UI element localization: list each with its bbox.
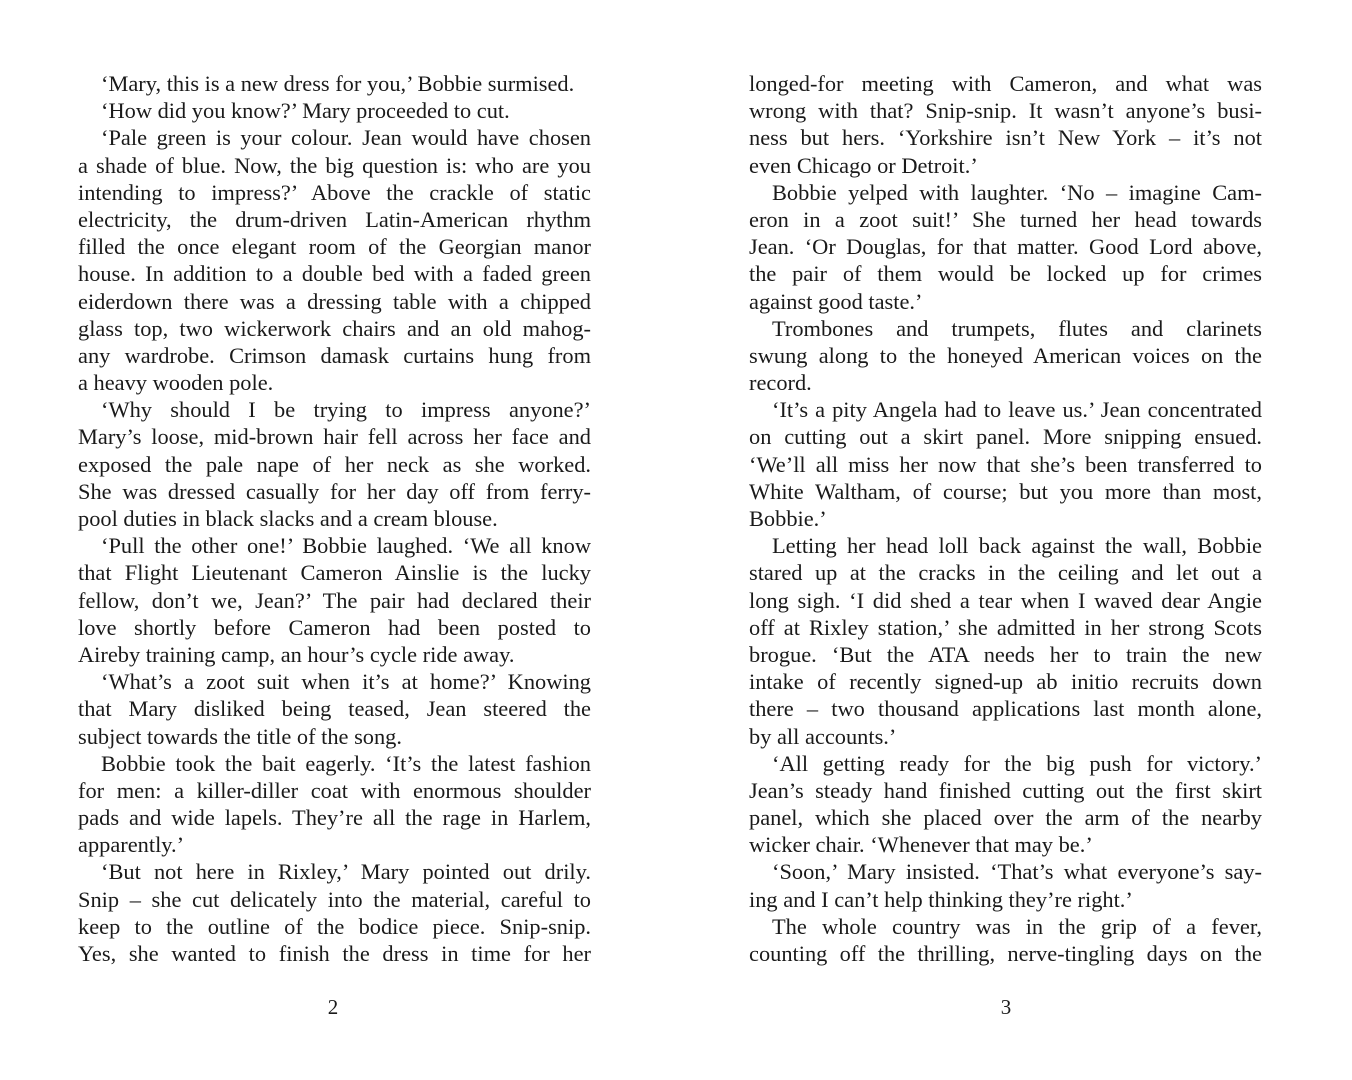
paragraph [78,668,591,750]
paragraph [78,396,591,532]
text-line: ness but hers. ‘Yorkshire isn’t New York – it’s not [749,125,1262,151]
paragraph [749,396,1262,532]
text-line: Trombones and trumpets, flutes and clarinets [772,315,1262,341]
text-line: the pair of them would be locked up for crimes [749,261,1262,287]
text-line: eiderdown there was a dressing table with a chipped [78,288,591,314]
text-line: by all accounts.’ [749,723,897,749]
paragraph [749,315,1262,397]
text-line: ‘How did you know?’ Mary proceeded to cut. [101,98,510,124]
text-line: glass top, two wickerwork chairs and an old mahog- [78,315,591,341]
paragraph [749,913,1262,967]
text-line: ‘But not here in Rixley,’ Mary pointed out drily. [101,859,591,885]
text-line: Jean’s steady hand finished cutting out the first skirt [749,777,1262,803]
paragraph [749,532,1262,750]
text-line: electricity, the drum-driven Latin-American rhythm [78,206,591,232]
text-line: apparently.’ [78,832,185,858]
paragraph [78,532,591,668]
text-line: intake of recently signed-up ab initio recruits down [749,669,1262,695]
text-line: Letting her head loll back against the wall, Bobbie [772,533,1262,559]
text-line: keep to the outline of the bodice piece. Snip-snip. [78,913,591,939]
text-line: long sigh. ‘I did shed a tear when I waved dear Angie [749,587,1262,613]
text-line: record. [749,370,812,396]
text-line: Jean. ‘Or Douglas, for that matter. Good Lord above, [749,234,1262,260]
text-line: ‘Soon,’ Mary insisted. ‘That’s what everyone’s say- [772,859,1262,885]
text-line: against good taste.’ [749,288,923,314]
text-line: Bobbie yelped with laughter. ‘No – imagine Cam- [772,179,1262,205]
text-line: intending to impress?’ Above the crackle of static [78,179,591,205]
text-line: Yes, she wanted to finish the dress in time for her [78,941,591,966]
text-line: subject towards the title of the song. [78,723,402,749]
paragraph [78,750,591,859]
text-line: The whole country was in the grip of a fever, [772,913,1262,939]
text-line: wrong with that? Snip-snip. It wasn’t anyone’s busi- [749,98,1262,124]
text-line: pool duties in black slacks and a cream blouse. [78,506,498,531]
text-line: ‘All getting ready for the big push for victory.’ [772,750,1262,776]
text-line: exposed the pale nape of her neck as she worked. [78,451,591,477]
text-line: pads and wide lapels. They’re all the rage in Harlem, [78,805,591,831]
paragraph [78,858,591,967]
text-line: there – two thousand applications last month alone, [749,696,1262,722]
paragraph [749,858,1262,912]
text-line: ‘Pull the other one!’ Bobbie laughed. ‘We all know [101,533,591,559]
text-line: ‘We’ll all miss her now that she’s been transferred to [749,451,1262,477]
text-line: ‘Mary, this is a new dress for you,’ Bobbie surmised. [101,71,575,96]
text-line: Mary’s loose, mid-brown hair fell across her face and [78,424,591,450]
text-line: brogue. ‘But the ATA needs her to train the new [749,641,1262,667]
page-number-left: 2 [327,995,339,1019]
text-line: She was dressed casually for her day off from ferry- [78,478,591,504]
text-line: Aireby training camp, an hour’s cycle ride away. [78,641,515,667]
left-page-text [78,70,591,967]
text-line: house. In addition to a double bed with a faded green [78,261,591,287]
text-line: ing and I can’t help thinking they’re right.’ [749,886,1133,912]
text-line: swung along to the honeyed American voices on the [749,342,1262,368]
paragraph [749,70,1262,179]
paragraph [78,70,591,97]
text-line: wicker chair. ‘Whenever that may be.’ [749,832,1093,858]
text-line: love shortly before Cameron had been posted to [78,614,591,640]
text-line: Bobbie took the bait eagerly. ‘It’s the latest fashion [101,750,591,776]
text-line: off at Rixley station,’ she admitted in her strong Scots [749,614,1262,640]
text-line: fellow, don’t we, Jean?’ The pair had declared their [78,587,591,613]
text-line: Bobbie.’ [749,506,827,531]
text-line: ‘Pale green is your colour. Jean would have chosen [101,125,591,151]
text-line: counting off the thrilling, nerve-tingling days on the [749,941,1262,966]
text-line: eron in a zoot suit!’ She turned her head towards [749,206,1262,232]
text-line: ‘It’s a pity Angela had to leave us.’ Jean concentrated [772,397,1262,423]
text-line: ‘What’s a zoot suit when it’s at home?’ Knowing [101,669,591,695]
text-line: any wardrobe. Crimson damask curtains hung from [78,342,591,368]
text-line: White Waltham, of course; but you more than most, [749,478,1262,504]
paragraph [749,179,1262,315]
text-line: ‘Why should I be trying to impress anyone?’ [101,397,591,423]
text-line: a shade of blue. Now, the big question is: who are you [78,152,591,178]
text-line: filled the once elegant room of the Georgian manor [78,234,591,260]
text-line: that Mary disliked being teased, Jean steered the [78,696,591,722]
text-line: panel, which she placed over the arm of the nearby [749,805,1262,831]
text-line: a heavy wooden pole. [78,370,274,396]
text-line: for men: a killer-diller coat with enormous shoulder [78,777,591,803]
right-page-text [749,70,1262,967]
paragraph [78,97,591,124]
page-number-right: 3 [1000,995,1012,1019]
text-line: longed-for meeting with Cameron, and what was [749,71,1262,96]
text-line: on cutting out a skirt panel. More snipping ensued. [749,424,1262,450]
paragraph [78,124,591,396]
text-line: stared up at the cracks in the ceiling and let out a [749,560,1262,586]
paragraph [749,750,1262,859]
text-line: even Chicago or Detroit.’ [749,152,978,178]
text-line: Snip – she cut delicately into the material, careful to [78,886,591,912]
text-line: that Flight Lieutenant Cameron Ainslie is the lucky [78,560,591,586]
